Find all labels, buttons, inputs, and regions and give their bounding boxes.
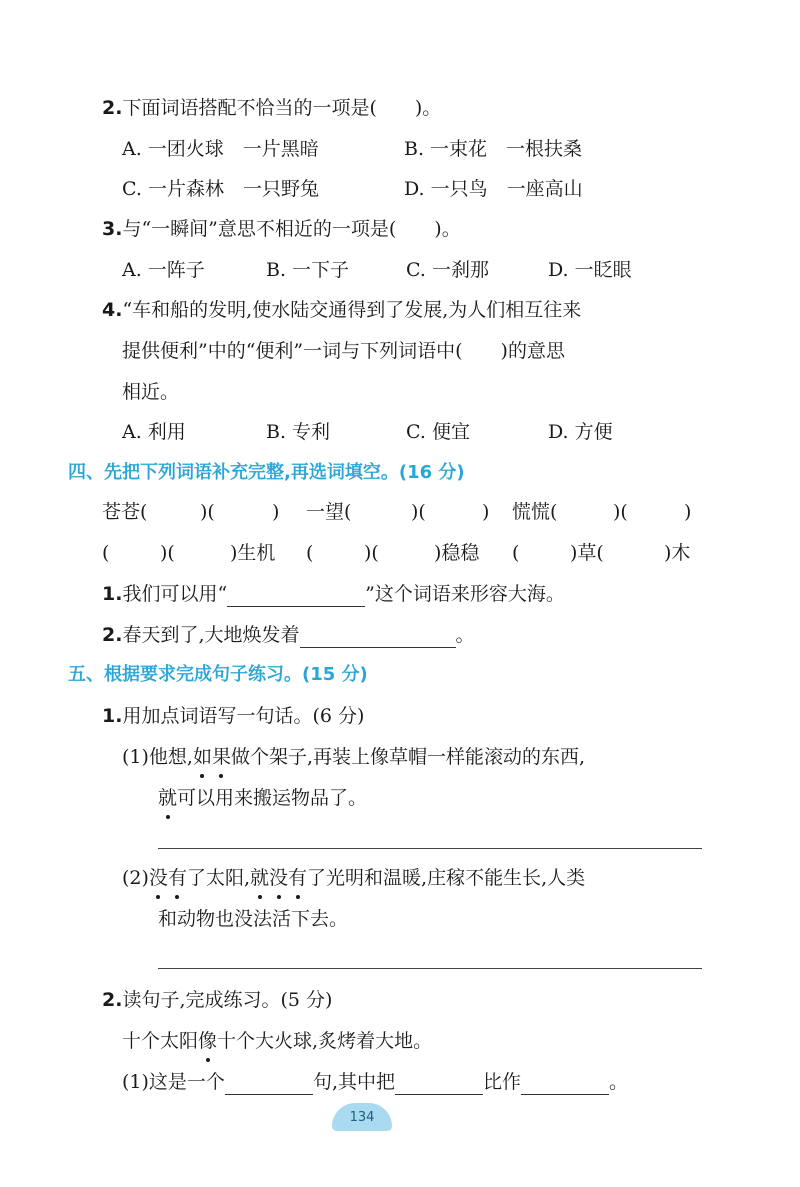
part-1-text-c: 比作 [482,1071,521,1093]
compared-subject-blank[interactable] [395,1074,483,1095]
sec5-q2-sentence [122,1028,432,1054]
q2-option-b: B. 一束花 一根扶桑 [404,138,583,160]
q4-stem-line2: 提供便利”中的“便利”一词与下列词语中( )的意思 [122,340,565,362]
sentence-text-b: 十个大火球,炙烤着大地。 [217,1030,433,1052]
sec4-question-1 [102,581,565,607]
sec4-q2-text-b: 。 [455,624,475,646]
q4-option-d: D. 方便 [548,421,613,443]
dotted-word-you-2: 有 [288,867,308,889]
sub-2-answer-line[interactable] [158,968,702,969]
section-4-title: 四、先把下列词语补充完整,再选词填空。(16 分) [68,462,465,483]
sec4-q1-number: 1. [102,583,123,605]
q3-option-d: D. 一眨眼 [548,259,632,281]
q3-text: 与“一瞬间”意思不相近的一项是( )。 [122,218,461,240]
dotted-word-jiu-2: 就 [250,867,270,889]
sec4-question-2 [102,622,475,648]
q3-number: 3. [102,218,123,240]
sub-1-answer-line[interactable] [158,848,702,849]
sec5-q2-number: 2. [102,989,123,1011]
part-1-label: (1) [122,1071,149,1093]
dotted-word-you-1: 有 [167,867,187,889]
sec4-q1-text-a: 我们可以用“ [122,583,228,605]
word-fill-2c: )生机 [230,542,276,564]
word-fill-1a: 苍苍( [102,501,148,523]
dotted-word-guo: 果 [211,746,231,768]
sub-1-label: (1) [122,746,149,768]
word-fill-1c: ) [272,501,280,523]
q4-stem-line1 [102,297,581,323]
sec5-question-2 [102,987,332,1013]
sec5-question-1 [102,703,364,729]
dotted-word-xiang: 像 [198,1030,218,1052]
q4-option-c: C. 便宜 [406,421,470,443]
q3-option-b: B. 一下子 [266,259,350,281]
word-fill-2e: )( [364,542,379,564]
word-fill-2f: )稳稳 [434,542,480,564]
q2-text: 下面词语搭配不恰当的一项是( )。 [122,97,442,119]
sub-1-text-c: 可以用来搬运物品了。 [177,787,368,809]
dotted-word-mei-1: 没 [148,867,168,889]
sentence-text-a: 十个太阳 [122,1030,199,1052]
dotted-word-ru: 如 [192,746,212,768]
q2-option-a: A. 一团火球 一片黑暗 [122,138,319,160]
page-number: 134 [332,1103,392,1131]
sub-2-label: (2) [122,867,149,889]
q2-option-c: C. 一片森林 一只野兔 [122,178,319,200]
sec5-q2-part-1 [122,1069,628,1095]
q3-option-a: A. 一阵子 [122,259,205,281]
word-fill-2g: ( [512,542,520,564]
q2-option-d: D. 一只鸟 一座高山 [404,178,583,200]
sec5-q2-text: 读句子,完成练习。(5 分) [122,989,333,1011]
q4-number: 4. [102,299,123,321]
q2-stem [102,95,441,121]
word-fill-2i: )木 [664,542,691,564]
word-fill-1i: ) [684,501,692,523]
word-fill-2d: ( [306,542,314,564]
sec4-q2-text-a: 春天到了,大地焕发着 [122,624,300,646]
word-fill-1b: )( [200,501,215,523]
sec5-q1-text: 用加点词语写一句话。(6 分) [122,705,365,727]
sec4-q1-answer-blank[interactable] [227,586,365,607]
sec4-q2-answer-blank[interactable] [300,627,456,648]
q4-stem-line3: 相近。 [122,381,180,403]
compared-object-blank[interactable] [521,1074,609,1095]
word-fill-1g: 慌慌( [512,501,558,523]
sub-1-text-a: 他想, [148,746,193,768]
word-fill-1h: )( [613,501,628,523]
word-fill-2b: )( [160,542,175,564]
q4-option-a: A. 利用 [122,421,186,443]
word-fill-2a: ( [102,542,110,564]
word-fill-1e: )( [411,501,426,523]
word-fill-2h: )草( [570,542,604,564]
q4-option-b: B. 专利 [266,421,331,443]
sub-2-line-1 [122,865,585,891]
sec5-q1-number: 1. [102,705,123,727]
section-5-title: 五、根据要求完成句子练习。(15 分) [68,664,368,685]
sub-1-line-2 [158,785,367,811]
q4-text-1: “车和船的发明,使水陆交通得到了发展,为人们相互往来 [122,299,582,321]
word-fill-1d: 一望( [306,501,352,523]
sub-2-text-b: 了光明和温暖,庄稼不能生长,人类 [307,867,586,889]
part-1-text-b: 句,其中把 [312,1071,395,1093]
sec4-q1-text-b: ”这个词语来形容大海。 [365,583,565,605]
sub-2-text-a: 了太阳, [186,867,250,889]
sub-1-line-1 [122,744,585,770]
sub-1-text-b: 做个架子,再装上像草帽一样能滚动的东西, [231,746,586,768]
q2-number: 2. [102,97,123,119]
part-1-text-a: 这是一个 [148,1071,225,1093]
q3-stem [102,216,461,242]
sub-2-line-2: 和动物也没法活下去。 [158,908,349,930]
sec4-q2-number: 2. [102,624,123,646]
dotted-word-mei-2: 没 [269,867,289,889]
q3-option-c: C. 一刹那 [406,259,489,281]
sentence-type-blank[interactable] [225,1074,313,1095]
part-1-text-d: 。 [609,1071,629,1093]
dotted-word-jiu: 就 [158,787,178,809]
word-fill-1f: ) [482,501,490,523]
